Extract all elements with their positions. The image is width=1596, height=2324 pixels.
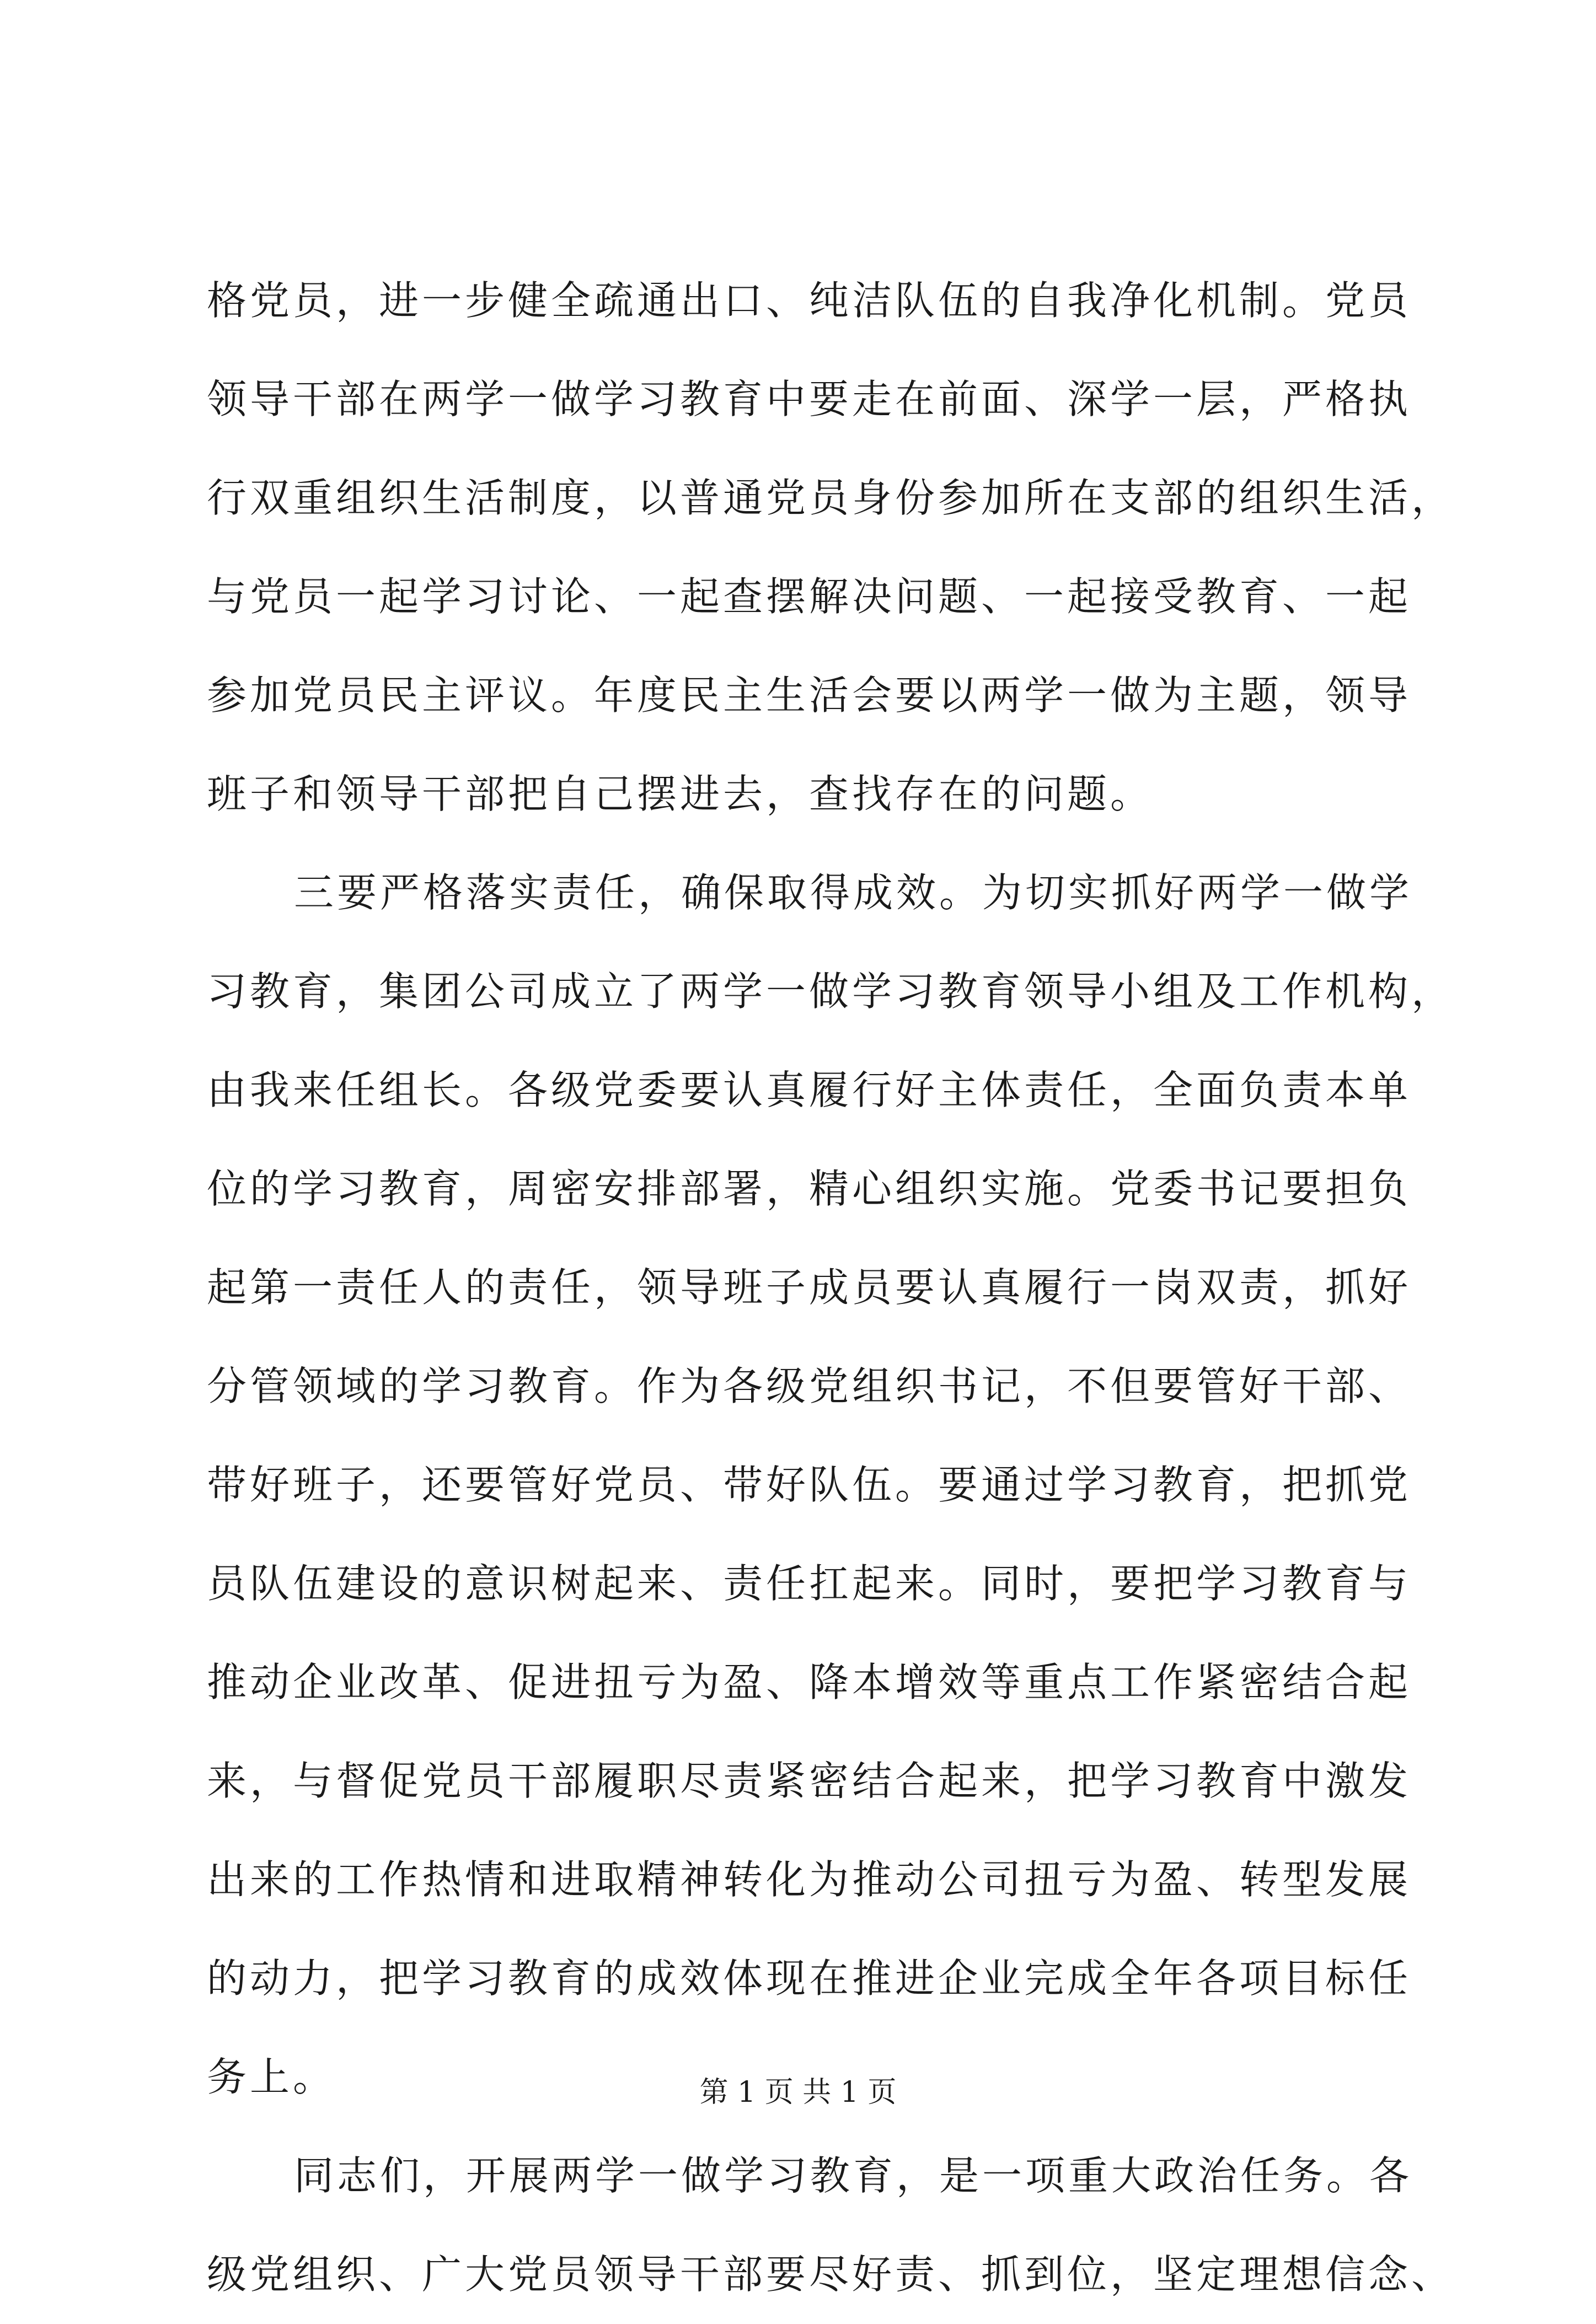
text-line: 与党员一起学习讨论、一起查摆解决问题、一起接受教育、一起	[207, 573, 1412, 620]
text-line: 来，与督促党员干部履职尽责紧密结合起来，把学习教育中激发	[207, 1758, 1412, 1804]
text-line: 习教育，集团公司成立了两学一做学习教育领导小组及工作机构，	[207, 968, 1455, 1015]
text-line: 推动企业改革、促进扭亏为盈、降本增效等重点工作紧密结合起	[207, 1659, 1412, 1705]
text-line: 分管领域的学习教育。作为各级党组织书记，不但要管好干部、	[207, 1363, 1412, 1409]
text-line: 行双重组织生活制度，以普通党员身份参加所在支部的组织生活，	[207, 475, 1455, 521]
text-line: 员队伍建设的意识树起来、责任扛起来。同时，要把学习教育与	[207, 1560, 1412, 1607]
text-line: 的动力，把学习教育的成效体现在推进企业完成全年各项目标任	[207, 1955, 1412, 2001]
text-line: 三要严格落实责任，确保取得成效。为切实抓好两学一做学	[294, 870, 1413, 916]
text-line: 位的学习教育，周密安排部署，精心组织实施。党委书记要担负	[207, 1166, 1412, 1212]
text-line: 班子和领导干部把自己摆进去，查找存在的问题。	[207, 771, 1154, 817]
text-line: 务上。	[207, 2054, 336, 2100]
text-line: 由我来任组长。各级党委要认真履行好主体责任，全面负责本单	[207, 1067, 1412, 1113]
text-line: 格党员，进一步健全疏通出口、纯洁队伍的自我净化机制。党员	[207, 277, 1412, 324]
text-line: 参加党员民主评议。年度民主生活会要以两学一做为主题，领导	[207, 672, 1412, 718]
text-line: 级党组织、广大党员领导干部要尽好责、抓到位，坚定理想信念、	[207, 2251, 1455, 2298]
text-line: 同志们，开展两学一做学习教育，是一项重大政治任务。各	[294, 2153, 1413, 2199]
page-footer: 第 1 页 共 1 页	[699, 2076, 897, 2109]
text-line: 起第一责任人的责任，领导班子成员要认真履行一岗双责，抓好	[207, 1264, 1412, 1311]
document-body	[207, 251, 1455, 2324]
text-line: 带好班子，还要管好党员、带好队伍。要通过学习教育，把抓党	[207, 1462, 1412, 1508]
text-line: 领导干部在两学一做学习教育中要走在前面、深学一层，严格执	[207, 376, 1412, 422]
text-line: 出来的工作热情和进取精神转化为推动公司扭亏为盈、转型发展	[207, 1856, 1412, 1903]
